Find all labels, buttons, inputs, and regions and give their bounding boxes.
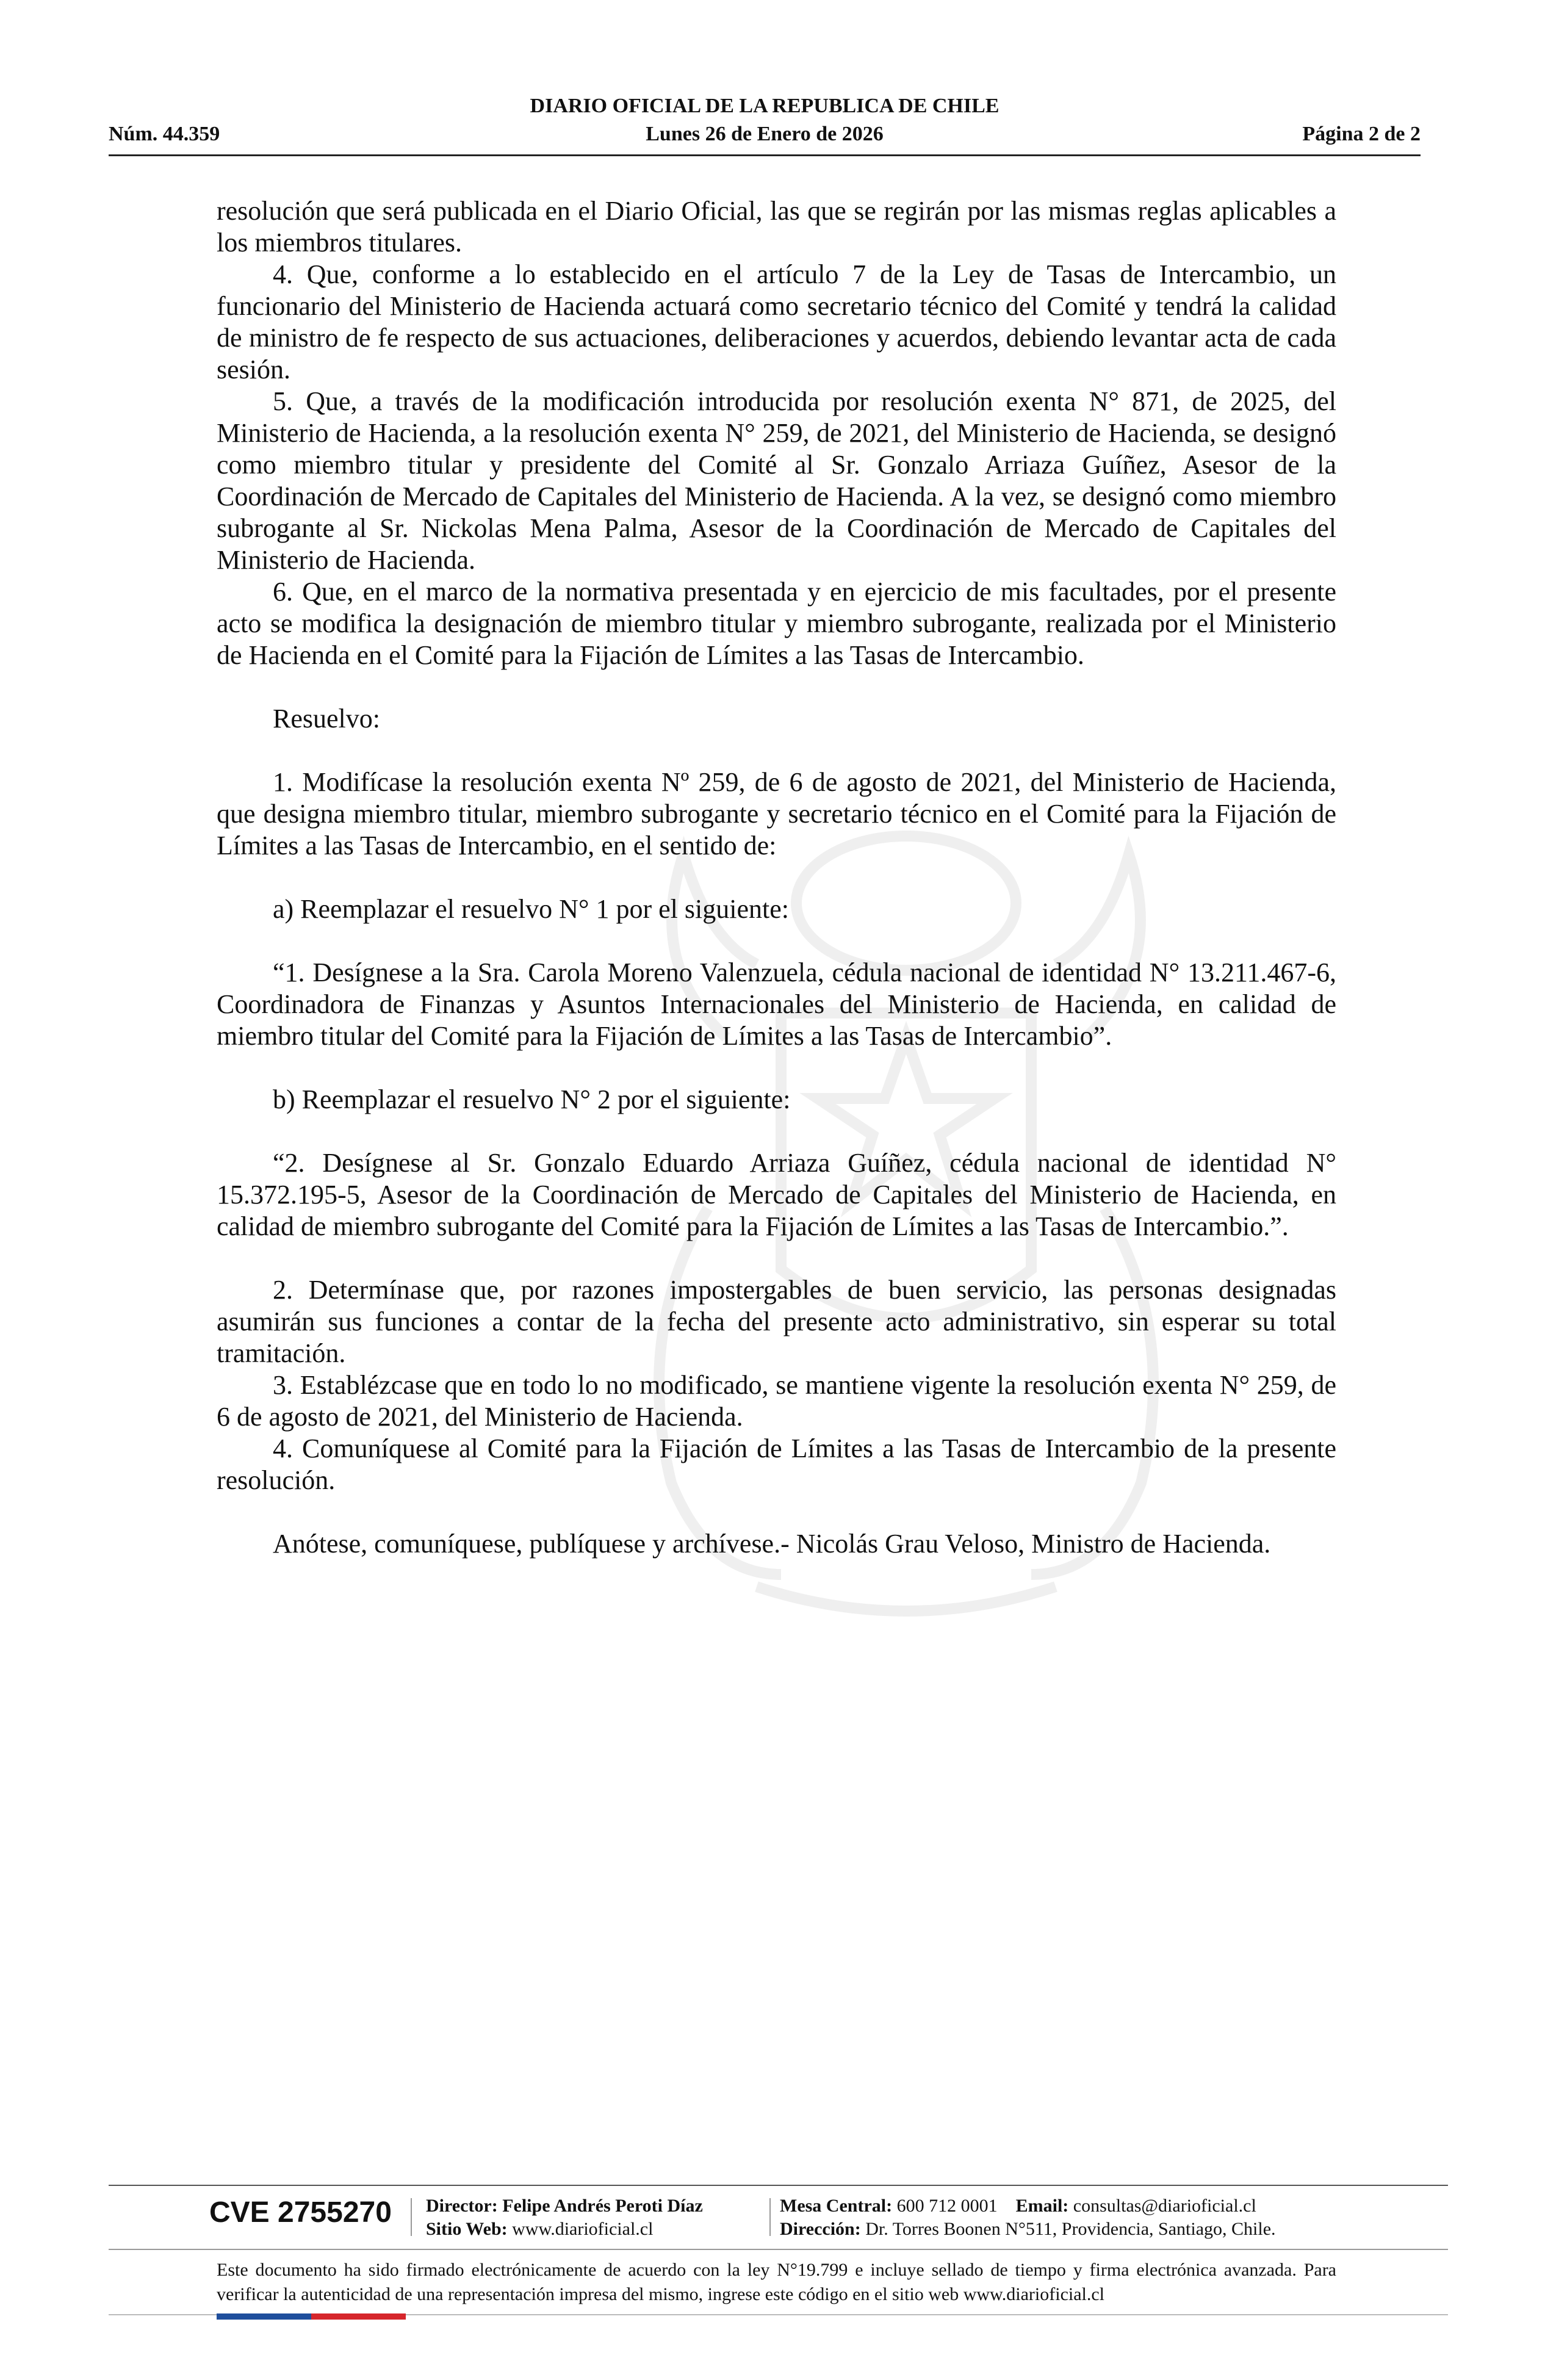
website-link[interactable]: www.diarioficial.cl <box>512 2219 654 2239</box>
issue-number: Núm. 44.359 <box>109 123 220 145</box>
director-value: Felipe Andrés Peroti Díaz <box>502 2196 703 2216</box>
paragraph: 4. Que, conforme a lo establecido en el artículo 7 de la Ley de Tasas de Intercambio, un funcionario del Ministerio de Hacienda actuará como secretario técnico del Comité y tendrá la calidad de ministro de fe respecto de sus actuaciones, deliberaciones y acuerdos, debiendo levantar acta de cada sesión. <box>217 259 1336 384</box>
page-indicator: Página 2 de 2 <box>1302 123 1421 145</box>
newspaper-title: DIARIO OFICIAL DE LA REPUBLICA DE CHILE <box>530 95 1000 117</box>
email-link[interactable]: consultas@diarioficial.cl <box>1073 2196 1256 2216</box>
page-footer <box>109 2186 1448 2253</box>
address-label: Dirección: <box>780 2219 861 2239</box>
footer-divider-middle <box>109 2249 1448 2250</box>
footer-separator <box>769 2198 771 2236</box>
paragraph: a) Reemplazar el resuelvo N° 1 por el siguiente: <box>273 894 789 924</box>
page-header <box>109 95 1421 156</box>
paragraph: 1. Modifícase la resolución exenta Nº 259, de 6 de agosto de 2021, del Ministerio de Hacienda, que designa miembro titular, miembro subrogante y secretario técnico en el Comité para la Fijación de Límites a las Tasas de Intercambio, en el sentido de: <box>217 767 1336 860</box>
stripe-blue <box>217 2313 311 2320</box>
header-divider <box>109 154 1421 156</box>
email-label: Email: <box>1015 2196 1069 2216</box>
website-label: Sitio Web: <box>426 2219 508 2239</box>
footer-contact-block <box>780 2194 1276 2241</box>
footer-separator <box>411 2198 412 2236</box>
quoted-paragraph: “1. Desígnese a la Sra. Carola Moreno Valenzuela, cédula nacional de identidad N° 13.211.467-6, Coordinadora de Finanzas y Asuntos Internacionales del Ministerio de Hacienda, en calidad de miembro titular del Comité para la Fijación de Límites a las Tasas de Intercambio”. <box>217 957 1336 1051</box>
closing-signature: Anótese, comuníquese, publíquese y archívese.- Nicolás Grau Veloso, Ministro de Hacienda. <box>273 1529 1271 1559</box>
legal-text: Este documento ha sido firmado electrónicamente de acuerdo con la ley N°19.799 e incluye sellado de tiempo y firma electrónica avanzada. Para verificar la autenticidad de una representación impresa del mismo, ingrese este código en el sitio web www.diarioficial.cl <box>217 2260 1336 2304</box>
flag-color-stripe <box>217 2313 406 2320</box>
document-body <box>217 195 1336 1560</box>
paragraph: resolución que será publicada en el Diario Oficial, las que se regirán por las mismas reglas aplicables a los miembros titulares. <box>217 196 1336 258</box>
phone-label: Mesa Central: <box>780 2196 893 2216</box>
quoted-paragraph: “2. Desígnese al Sr. Gonzalo Eduardo Arriaza Guíñez, cédula nacional de identidad N° 15.372.195-5, Asesor de la Coordinación de Mercado de Capitales del Ministerio de Hacienda, en calidad de miembro subrogante del Comité para la Fijación de Límites a las Tasas de Intercambio.”. <box>217 1148 1336 1241</box>
paragraph: b) Reemplazar el resuelvo N° 2 por el siguiente: <box>273 1084 791 1114</box>
paragraph: 2. Determínase que, por razones impostergables de buen servicio, las personas designadas asumirán sus funciones a contar de la fecha del presente acto administrativo, sin esperar su total tramitación. <box>217 1275 1336 1368</box>
director-label: Director: <box>426 2196 498 2216</box>
footer-director-block <box>426 2194 703 2241</box>
resuelvo-heading: Resuelvo: <box>273 704 380 734</box>
paragraph: 6. Que, en el marco de la normativa presentada y en ejercicio de mis facultades, por el presente acto se modifica la designación de miembro titular y miembro subrogante, realizada por el Ministerio de Hacienda en el Comité para la Fijación de Límites a las Tasas de Intercambio. <box>217 577 1336 670</box>
cve-code: CVE 2755270 <box>209 2196 392 2229</box>
issue-date: Lunes 26 de Enero de 2026 <box>646 123 884 145</box>
legal-notice <box>217 2258 1336 2307</box>
paragraph: 3. Establézcase que en todo lo no modificado, se mantiene vigente la resolución exenta N° 259, de 6 de agosto de 2021, del Ministerio de Hacienda. <box>217 1370 1336 1432</box>
stripe-red <box>311 2313 406 2320</box>
paragraph: 5. Que, a través de la modificación introducida por resolución exenta N° 871, de 2025, del Ministerio de Hacienda, a la resolución exenta N° 259, de 2021, del Ministerio de Hacienda, se designó como miembro titular y presidente del Comité al Sr. Gonzalo Arriaza Guíñez, Asesor de la Coordinación de Mercado de Capitales del Ministerio de Hacienda. A la vez, se designó como miembro subrogante al Sr. Nickolas Mena Palma, Asesor de la Coordinación de Mercado de Capitales del Ministerio de Hacienda. <box>217 386 1336 575</box>
address-value: Dr. Torres Boonen N°511, Providencia, Santiago, Chile. <box>865 2219 1276 2239</box>
paragraph: 4. Comuníquese al Comité para la Fijación de Límites a las Tasas de Intercambio de la presente resolución. <box>217 1433 1336 1495</box>
phone-value: 600 712 0001 <box>896 2196 998 2216</box>
